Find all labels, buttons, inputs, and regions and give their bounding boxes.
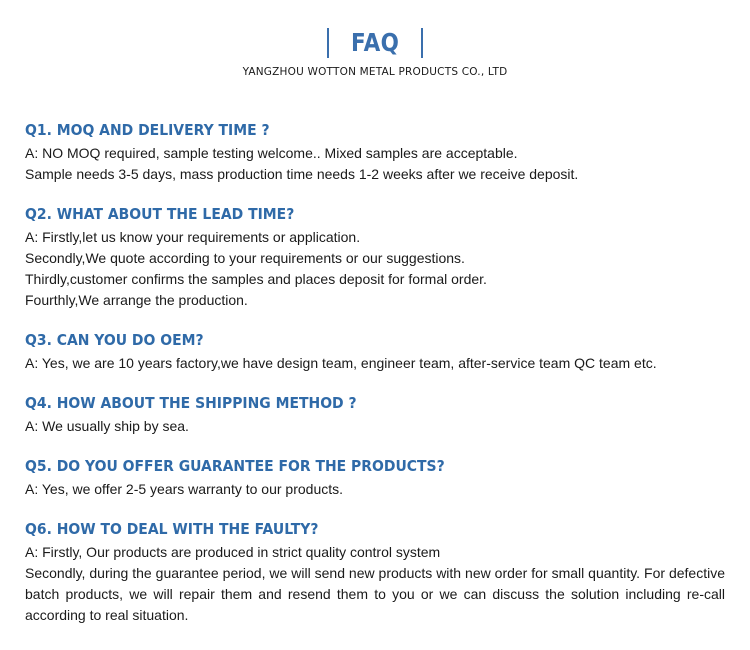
faq-question: Q3. CAN YOU DO OEM? (25, 331, 204, 349)
faq-item-q3 (25, 331, 725, 374)
title-row (0, 27, 750, 59)
faq-item-q6 (25, 520, 725, 626)
faq-answer-line: Secondly,We quote according to your requirements or our suggestions. (25, 250, 465, 266)
faq-question: Q4. HOW ABOUT THE SHIPPING METHOD ? (25, 394, 357, 412)
faq-answer-paragraph: Secondly, during the guarantee period, we will send new products with new order for small quantity. For defective batch products, we will repair them and resend them to you or we can discuss the solution including re-call according to real situation. (25, 565, 725, 623)
faq-answer-line: A: Firstly,let us know your requirements or application. (25, 229, 361, 245)
faq-answer-line: A: We usually ship by sea. (25, 418, 189, 434)
faq-item-q5 (25, 457, 725, 500)
faq-question: Q1. MOQ AND DELIVERY TIME ? (25, 121, 270, 139)
page-title: FAQ (350, 28, 400, 57)
title-left-divider (327, 28, 329, 58)
faq-answer-line: A: NO MOQ required, sample testing welcome.. Mixed samples are acceptable. (25, 145, 518, 161)
faq-answer-line: A: Yes, we are 10 years factory,we have design team, engineer team, after-service team QC team etc. (25, 355, 657, 371)
faq-answer-line: A: Yes, we offer 2-5 years warranty to our products. (25, 481, 344, 497)
faq-question: Q2. WHAT ABOUT THE LEAD TIME? (25, 205, 295, 223)
faq-answer-line: Sample needs 3-5 days, mass production time needs 1-2 weeks after we receive deposit. (25, 166, 579, 182)
company-name: YANGZHOU WOTTON METAL PRODUCTS CO., LTD (242, 66, 508, 78)
title-right-divider (421, 28, 423, 58)
faq-item-q2 (25, 205, 725, 311)
faq-question: Q5. DO YOU OFFER GUARANTEE FOR THE PRODUCTS? (25, 457, 445, 475)
faq-answer-line: Fourthly,We arrange the production. (25, 292, 248, 308)
faq-item-q1 (25, 121, 725, 185)
faq-list (25, 121, 725, 646)
faq-answer-line: Thirdly,customer confirms the samples and places deposit for formal order. (25, 271, 487, 287)
faq-header (0, 0, 750, 90)
faq-answer-line: A: Firstly, Our products are produced in strict quality control system (25, 544, 441, 560)
faq-item-q4 (25, 394, 725, 437)
faq-question: Q6. HOW TO DEAL WITH THE FAULTY? (25, 520, 319, 538)
